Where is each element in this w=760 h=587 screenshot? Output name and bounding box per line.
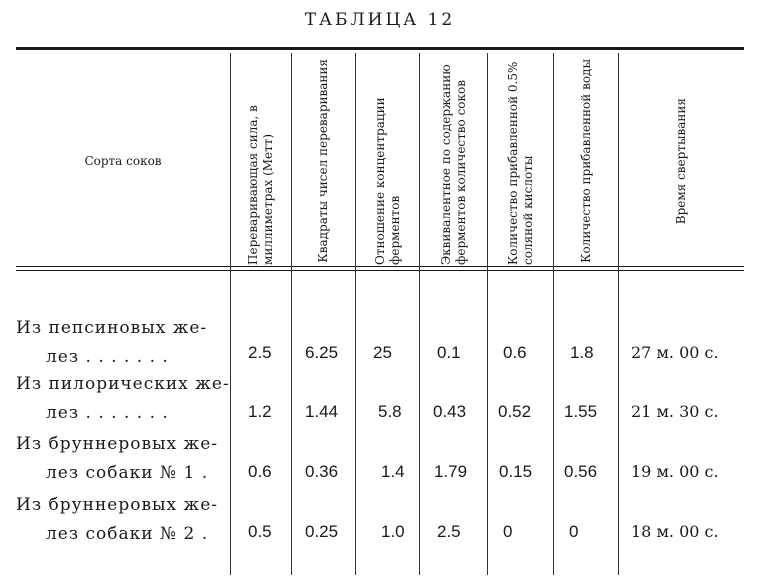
table-cell: 0.52 [498,402,532,421]
row-label-line: лез собаки № 2 . [46,524,209,544]
header-cell-digestive-power [231,54,291,268]
table-cell: 1.4 [381,462,405,481]
row-label-line: Из пилорических же- [16,374,230,394]
header-acid-added: Количество прибавленной 0.5% соляной кислоты [505,61,535,265]
header-squares: Квадраты чисел переваривания [316,59,330,263]
header-cell-concentration-ratio [356,54,419,268]
table-cell: 0.6 [503,343,527,362]
table-cell: 0.5 [248,522,272,541]
row-label-line: лез собаки № 1 . [46,463,209,483]
table-cell: 0.43 [433,402,467,421]
table-title: ТАБЛИЦА 12 [304,10,456,30]
table-cell: 19 м. 00 с. [631,462,719,481]
table-cell: 1.8 [570,343,594,362]
table-cell: 0.15 [499,462,533,481]
header-concentration-ratio: Отношение концентрации ферментов [372,97,402,265]
table-cell: 21 м. 30 с. [631,402,719,421]
table-cell: 0.36 [305,462,339,481]
table-cell: 1.0 [381,522,405,541]
header-clotting-time: Время свертывания [674,97,688,225]
header-water-added: Количество прибавленной воды [578,59,593,263]
table-cell: 1.55 [564,402,598,421]
table-cell: 0 [569,522,579,541]
header-cell-acid-added [488,54,553,268]
header-cell-equivalent-juice [420,54,487,268]
header-digestive-power: Переваривающая сила, в миллиметрах (Метт) [246,105,275,265]
table-cell: 1.2 [248,402,272,421]
row-label-line: Из пепсиновых же- [16,318,208,338]
table-cell: 0.25 [305,522,339,541]
header-cell-squares [292,54,355,268]
table-cell: 1.44 [305,402,339,421]
row-label-brunner-1 [16,430,228,488]
header-sort-sokov: Сорта соков [84,153,162,168]
table-cell: 0.1 [437,343,461,362]
table-cell: 25 [373,343,392,362]
header-cell-water-added [554,54,618,268]
table-cell: 18 м. 00 с. [631,522,719,541]
table-cell: 6.25 [305,343,339,362]
row-label-brunner-2 [16,491,228,549]
table-cell: 0.6 [248,462,272,481]
table-cell: 0 [503,522,513,541]
row-label-line: лез . . . . . . . [46,403,169,423]
row-label-pyloric [16,370,228,428]
table-cell: 27 м. 00 с. [631,343,719,362]
header-equivalent-juice: Эквивалентное по содержанию ферментов количество соков [438,64,468,265]
table-cell: 2.5 [437,522,461,541]
top-rule [16,47,744,50]
table-cell: 5.8 [378,402,402,421]
table-cell: 0.56 [564,462,598,481]
row-label-pepsin [16,314,228,372]
table-cell: 1.79 [434,462,468,481]
row-label-line: лез . . . . . . . [46,347,169,367]
table-cell: 2.5 [248,343,272,362]
header-rule-2 [16,270,744,271]
row-label-line: Из бруннеровых же- [16,495,218,515]
row-label-line: Из бруннеровых же- [16,434,218,454]
header-cell-clotting-time [619,54,744,268]
